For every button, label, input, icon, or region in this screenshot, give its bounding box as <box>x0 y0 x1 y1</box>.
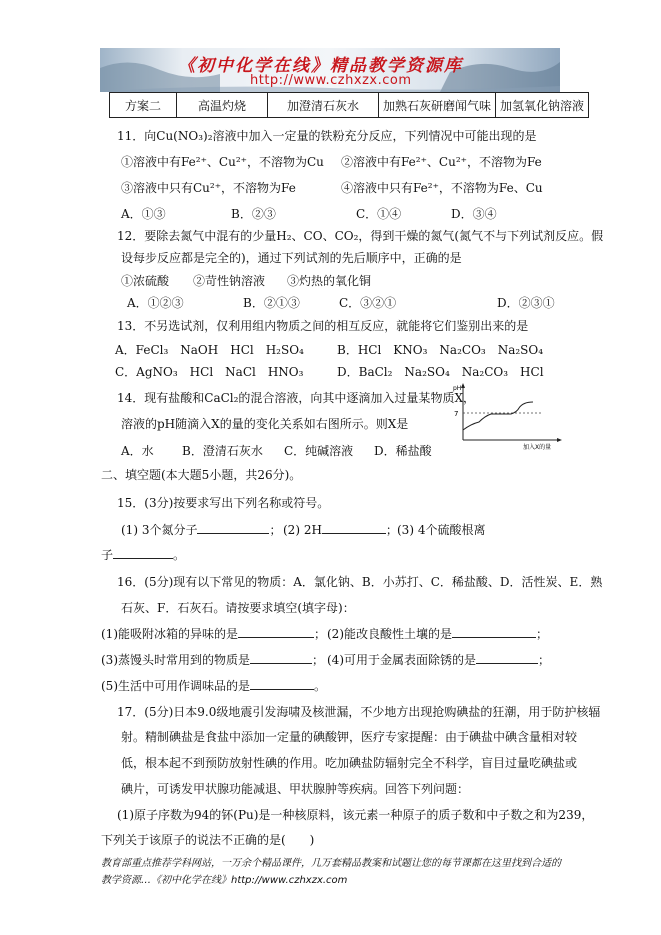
q12-line-2: 设每步反应都是完全的)，通过下列试剂的先后顺序中，正确的是 <box>121 251 462 265</box>
q17-line-4: 碘片，可诱发甲状腺功能减退、甲状腺肿等疾病。回答下列问题： <box>121 782 470 796</box>
q17-line-2: 射。精制碘盐是食盐中添加一定量的碘酸钾，医疗专家提醒：由于碘盐中碘含量相对较 <box>121 730 578 744</box>
q17-line-3: 低，根本起不到预防放射性碘的作用。吃加碘盐防辐射完全不科学，盲目过量吃碘盐或 <box>121 756 578 770</box>
table-row <box>110 93 589 118</box>
q16-part-2-label: (2)能改良酸性土壤的是 <box>327 627 452 641</box>
answer-blank[interactable] <box>197 521 269 534</box>
answer-blank[interactable] <box>250 651 312 664</box>
q15-stem: 15．(3分)按要求写出下列名称或符号。 <box>117 496 330 510</box>
table-cell: 加熟石灰研磨闻气味 <box>379 93 496 118</box>
q12-choice-a[interactable]: A．①②③ <box>127 296 184 310</box>
table-cell: 加澄清石灰水 <box>268 93 379 118</box>
ph-graph-x-label: 加入X的量 <box>523 444 552 451</box>
q16-part-1 <box>101 625 326 642</box>
separator: ； <box>536 627 549 641</box>
q14-choice-a[interactable]: A．水 <box>121 444 154 458</box>
answer-blank[interactable] <box>322 521 386 534</box>
q16-part-3 <box>101 651 324 668</box>
site-banner <box>100 48 560 92</box>
q12-choice-d[interactable]: D．②③① <box>497 296 555 310</box>
q11-choice-c[interactable]: C．①④ <box>356 207 402 221</box>
q15-part-1-label: (1) 3个氮分子 <box>121 523 198 537</box>
q15-part-1 <box>121 521 281 538</box>
ph-graph-y-arrow <box>461 383 465 388</box>
q14-line-2: 溶液的pH随滴入X的量的变化关系如右图所示。则X是 <box>121 417 409 431</box>
q13-choice-d[interactable]: D．BaCl₂ Na₂SO₄ Na₂CO₃ HCl <box>337 365 544 379</box>
ph-graph-curve <box>463 402 533 430</box>
q15-part-3: (3) 4个硫酸根离 <box>397 523 486 537</box>
q12-choice-b[interactable]: B．②①③ <box>243 296 300 310</box>
q15-part-3-cont <box>101 546 185 563</box>
q12-line-1: 12．要除去氮气中混有的少量H₂、CO、CO₂，得到干燥的氮气(氮气不与下列试剂反应。假 <box>117 229 604 243</box>
separator: ； <box>538 653 551 667</box>
answer-blank[interactable] <box>113 546 173 559</box>
q17-line-5: (1)原子序数为94的钚(Pu)是一种核原料，该元素一种原子的质子数和中子数之和为239， <box>117 808 594 822</box>
q13-choice-b[interactable]: B．HCl KNO₃ Na₂CO₃ Na₂SO₄ <box>337 343 544 357</box>
footer-line-1: 教育部重点推荐学科网站，一万余个精品课件，几万套精品教案和试题让您的每节课都在这里找到合适的 <box>101 858 561 869</box>
ph-graph <box>445 380 565 452</box>
q13-choice-c[interactable]: C．AgNO₃ HCl NaCl HNO₃ <box>115 365 304 379</box>
table-cell: 加氢氧化钠溶液 <box>496 93 589 118</box>
separator: ； <box>314 627 327 641</box>
q12-reagent-3: ③灼热的氧化铜 <box>287 274 372 288</box>
q14-line-1: 14．现有盐酸和CaCl₂的混合溶液，向其中逐滴加入过量某物质X， <box>117 391 475 405</box>
footer-line-2[interactable]: 教学资源…《初中化学在线》http://www.czhxzx.com <box>101 875 348 886</box>
table-cell: 方案二 <box>110 93 177 118</box>
q11-option-2: ②溶液中有Fe²⁺、Cu²⁺，不溶物为Fe <box>341 155 542 169</box>
q16-part-4 <box>327 651 550 668</box>
q11-stem: 11．向Cu(NO₃)₂溶液中加入一定量的铁粉充分反应，下列情况中可能出现的是 <box>117 129 537 143</box>
q11-choice-d[interactable]: D．③④ <box>451 207 497 221</box>
q16-part-3-label: (3)蒸馒头时常用到的物质是 <box>101 653 250 667</box>
q11-option-1: ①溶液中有Fe²⁺、Cu²⁺，不溶物为Cu <box>121 155 324 169</box>
banner-url[interactable]: http://www.czhxzx.com <box>250 73 412 88</box>
q12-reagent-2: ②苛性钠溶液 <box>193 274 266 288</box>
section-heading: 二、填空题(本大题5小题，共26分)。 <box>101 468 302 482</box>
q11-choice-b[interactable]: B．②③ <box>231 207 276 221</box>
answer-blank[interactable] <box>476 651 538 664</box>
q17-line-6: 下列关于该原子的说法不正确的是( ) <box>101 833 315 847</box>
banner-title: 《初中化学在线》精品教学资源库 <box>178 56 463 76</box>
q14-choice-d[interactable]: D．稀盐酸 <box>374 444 432 458</box>
ph-graph-y-label: pH <box>453 385 462 392</box>
answer-blank[interactable] <box>452 625 536 638</box>
plan-table <box>109 92 589 118</box>
table-cell: 高温灼烧 <box>177 93 268 118</box>
q14-choice-b[interactable]: B．澄清石灰水 <box>182 444 263 458</box>
separator: 。 <box>314 679 327 693</box>
q16-part-5-label: (5)生活中可用作调味品的是 <box>101 679 250 693</box>
q15-part-3-cont-label: 子 <box>101 548 114 562</box>
ph-graph-x-arrow <box>557 438 562 442</box>
separator: 。 <box>173 548 186 562</box>
q16-part-2 <box>327 625 548 642</box>
q16-line-2: 石灰、F．石灰石。请按要求填空(填字母)： <box>121 601 355 615</box>
q14-choice-c[interactable]: C．纯碱溶液 <box>284 444 354 458</box>
q11-option-3: ③溶液中只有Cu²⁺，不溶物为Fe <box>121 181 296 195</box>
q12-choice-c[interactable]: C．③②① <box>339 296 397 310</box>
answer-blank[interactable] <box>250 677 314 690</box>
separator: ； <box>269 523 282 537</box>
q11-option-4: ④溶液中只有Fe²⁺，不溶物为Fe、Cu <box>341 181 543 195</box>
q11-choice-a[interactable]: A．①③ <box>121 207 166 221</box>
separator: ； <box>385 523 398 537</box>
q12-reagent-1: ①浓硫酸 <box>121 274 170 288</box>
q16-part-1-label: (1)能吸附冰箱的异味的是 <box>101 627 238 641</box>
ph-graph-y-tick: 7 <box>454 410 459 418</box>
q17-line-1: 17．(5分)日本9.0级地震引发海啸及核泄漏，不少地方出现抢购碘盐的狂潮，用于防护核辐 <box>117 705 601 719</box>
q15-part-2-label: (2) 2H <box>283 523 322 537</box>
q13-choice-a[interactable]: A．FeCl₃ NaOH HCl H₂SO₄ <box>115 343 304 357</box>
q15-part-2 <box>283 521 398 538</box>
answer-blank[interactable] <box>238 625 314 638</box>
q16-line-1: 16．(5分)现有以下常见的物质：A．氯化钠、B．小苏打、C．稀盐酸、D．活性炭、E．熟 <box>117 575 603 589</box>
q16-part-5 <box>101 677 326 694</box>
q13-stem: 13．不另选试剂，仅利用组内物质之间的相互反应，就能将它们鉴别出来的是 <box>117 319 529 333</box>
q16-part-4-label: (4)可用于金属表面除锈的是 <box>327 653 476 667</box>
separator: ； <box>312 653 325 667</box>
